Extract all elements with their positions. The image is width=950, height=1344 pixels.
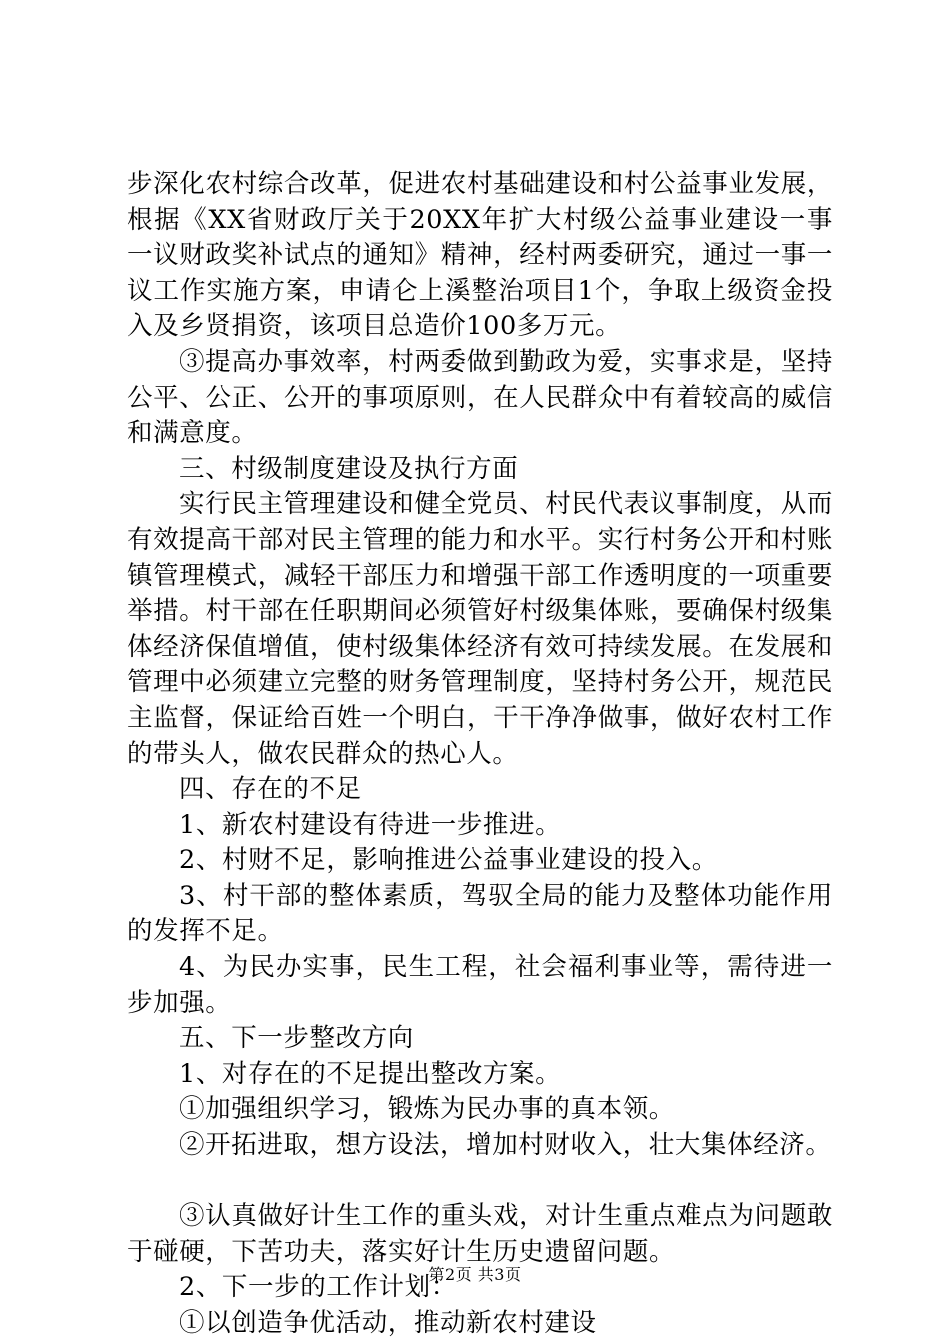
shortfall-item-4: 4、为民办实事，民生工程，社会福利事业等，需待进一步加强。 <box>127 952 833 1018</box>
rectification-subitem-3: ③认真做好计生工作的重头戏，对计生重点难点为问题敢于碰硬，下苦功夫，落实好计生历史遗留问题。 <box>127 1201 833 1267</box>
work-plan-heading: 2、下一步的工作计划： <box>179 1272 457 1303</box>
page-number-footer: 第2页 共3页 <box>428 1265 522 1284</box>
shortfall-item-2: 2、村财不足，影响推进公益事业建设的投入。 <box>179 845 718 876</box>
blank-line <box>127 1164 833 1200</box>
section-heading-3: 三、村级制度建设及执行方面 <box>179 453 519 484</box>
section-heading-4: 四、存在的不足 <box>179 774 362 805</box>
shortfall-item-1: 1、新农村建设有待进一步推进。 <box>179 809 562 840</box>
paragraph-continuation: 步深化农村综合改革，促进农村基础建设和村公益事业发展，根据《XX省财政厅关于20XX年扩大村级公益事业建设一事一议财政奖补试点的通知》精神，经村两委研究，通过一事一议工作实施方案，申请仑上溪整治项目1个，争取上级资金投入及乡贤捐资，该项目总造价100多万元。 <box>127 169 833 342</box>
rectification-item-1: 1、对存在的不足提出整改方案。 <box>179 1058 562 1089</box>
section-heading-5: 五、下一步整改方向 <box>179 1023 414 1054</box>
rectification-subitem-1: ①加强组织学习，锻炼为民办事的真本领。 <box>179 1094 675 1125</box>
work-plan-item-1: ①以创造争优活动，推动新农村建设 <box>179 1308 597 1338</box>
rectification-subitem-2: ②开拓进取，想方设法，增加村财收入，壮大集体经济。 <box>179 1130 832 1161</box>
paragraph-item-3-efficiency: ③提高办事效率，村两委做到勤政为爱，实事求是，坚持公平、公正、公开的事项原则，在人民群众中有着较高的威信和满意度。 <box>127 346 833 449</box>
document-body <box>127 167 833 1342</box>
paragraph-democratic-management: 实行民主管理建设和健全党员、村民代表议事制度，从而有效提高干部对民主管理的能力和水平。实行村务公开和村账镇管理模式，减轻干部压力和增强干部工作透明度的一项重要举措。村干部在任职期间必须管好村级集体账，要确保村级集体经济保值增值，使村级集体经济有效可持续发展。在发展和管理中必须建立完整的财务管理制度，坚持村务公开，规范民主监督，保证给百姓一个明白，干干净净做事，做好农村工作的带头人，做农民群众的热心人。 <box>127 489 833 769</box>
shortfall-item-3: 3、村干部的整体素质，驾驭全局的能力及整体功能作用的发挥不足。 <box>127 880 833 947</box>
